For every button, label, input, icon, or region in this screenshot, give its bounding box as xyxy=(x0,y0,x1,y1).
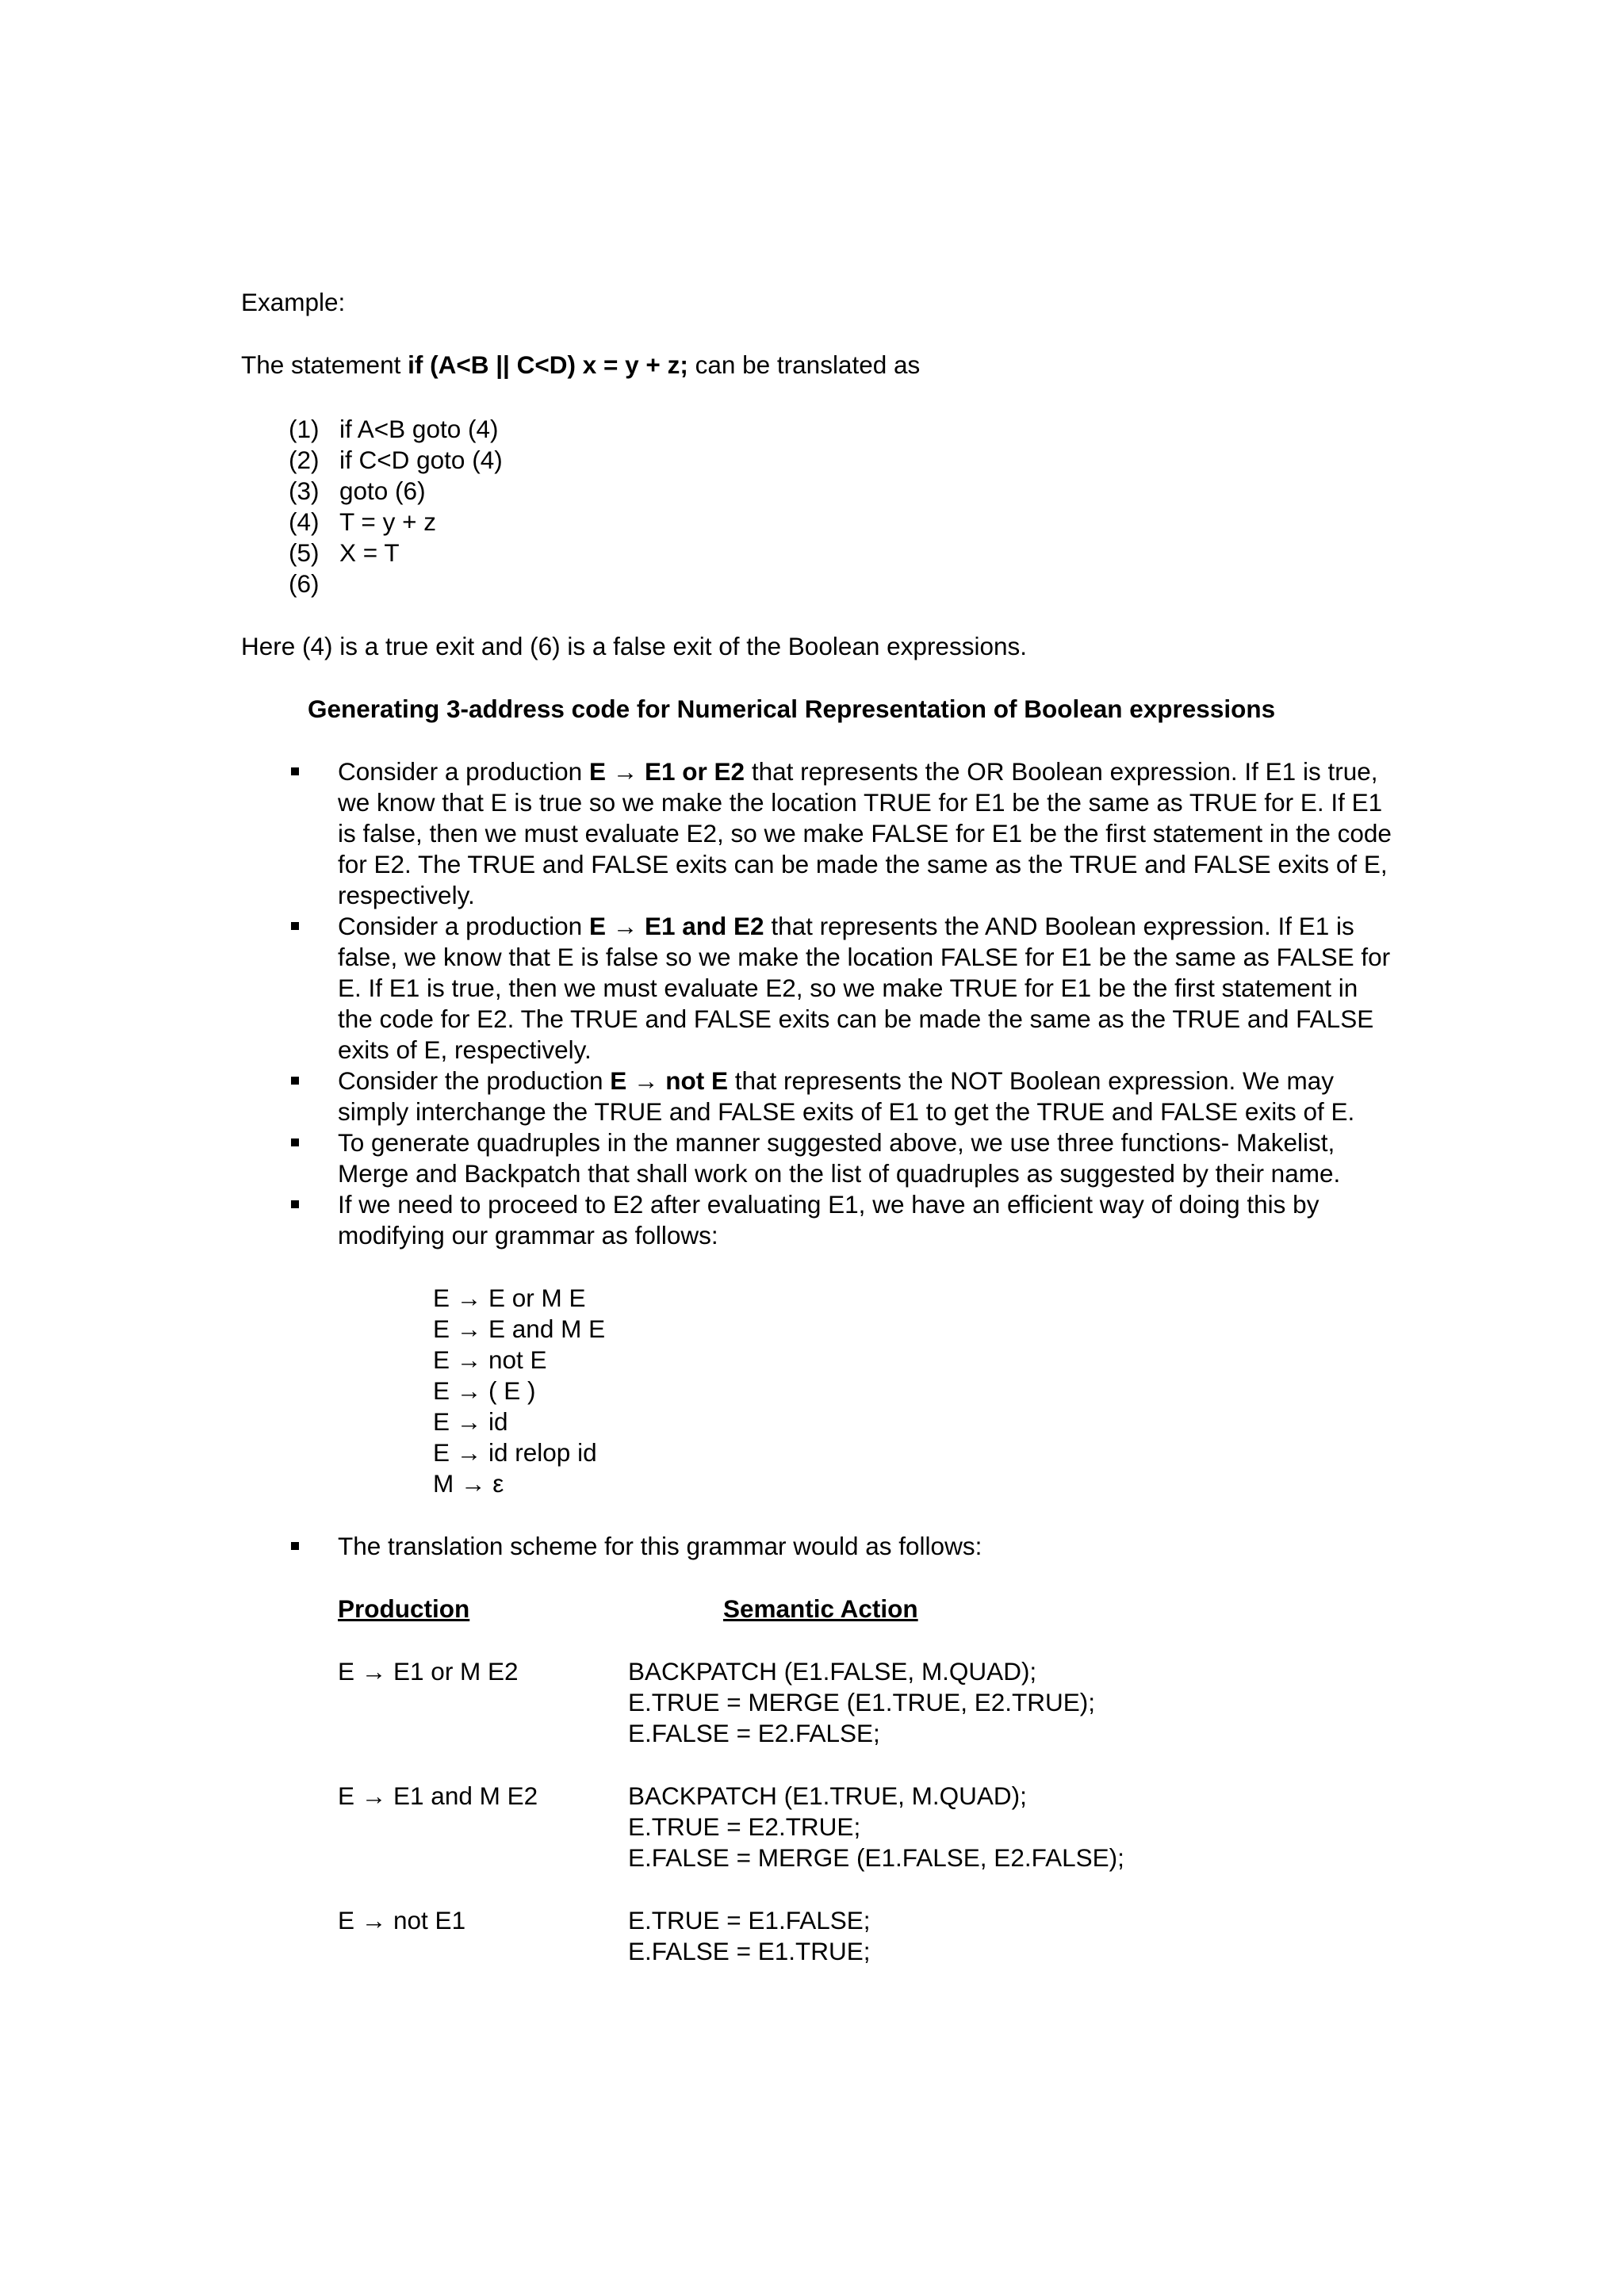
three-address-list xyxy=(289,414,1399,599)
production-rhs: E1 or E2 xyxy=(645,757,745,786)
table-row xyxy=(338,1905,1399,1967)
statement-code: if (A<B || C<D) x = y + z; xyxy=(408,350,688,379)
step-row xyxy=(289,445,1399,476)
table-header xyxy=(338,1594,1399,1624)
step-text: X = T xyxy=(339,538,400,567)
page-content xyxy=(241,287,1399,1967)
step-number: (2) xyxy=(289,446,320,474)
square-bullet-icon xyxy=(291,922,299,930)
bullet-text: that represents the AND Boolean expression. If E1 is false, we know that E is false so we make the location FALSE for E1 be the same as FALSE for E. If E1 is true, then we must evaluate E2, so we make TRUE for E1 be the first statement in the code for E2. The TRUE and FALSE exits can be made the same as the TRUE and FALSE exits of E, respectively. xyxy=(338,912,1391,1064)
grammar-rule: E → ( E ) xyxy=(433,1376,536,1405)
exit-note: Here (4) is a true exit and (6) is a false exit of the Boolean expressions. xyxy=(241,632,1027,660)
bullet-grammar-intro xyxy=(241,1189,1399,1251)
square-bullet-icon xyxy=(291,1138,299,1146)
action-line: BACKPATCH (E1.FALSE, M.QUAD); xyxy=(628,1657,1037,1686)
square-bullet-icon xyxy=(291,767,299,775)
grammar-rule: E → E and M E xyxy=(433,1314,606,1343)
bullet-or-production xyxy=(241,756,1399,911)
grammar-rule: E → id relop id xyxy=(433,1438,597,1467)
arrow-icon: → xyxy=(612,757,638,786)
bullet-not-production xyxy=(241,1066,1399,1127)
action-line: E.FALSE = MERGE (E1.FALSE, E2.FALSE); xyxy=(628,1843,1124,1872)
production-rhs: not E xyxy=(665,1066,729,1095)
semantic-action-cell xyxy=(628,1656,1095,1749)
bullet-text: that represents the OR Boolean expression. If E1 is true, we know that E is true so we make the location TRUE for E1 be the same as TRUE for E. If E1 is false, then we must evaluate E2, so we make FALSE for E1 be the first statement in the code for E2. The TRUE and FALSE exits can be made the same as the TRUE and FALSE exits of E, respectively. xyxy=(338,757,1392,909)
action-line: E.TRUE = E2.TRUE; xyxy=(628,1812,861,1841)
bullet-text: To generate quadruples in the manner suggested above, we use three functions- Makelist, Merge and Backpatch that shall work on the list of quadruples as suggested by their name. xyxy=(338,1128,1341,1188)
bullet-text: that represents the NOT Boolean expression. We may simply interchange the TRUE and FALSE exits of E1 to get the TRUE and FALSE exits of E. xyxy=(338,1066,1355,1126)
bullet-list-2 xyxy=(241,1531,1399,1562)
statement-prefix: The statement xyxy=(241,350,408,379)
grammar-rule: E → E or M E xyxy=(433,1284,586,1312)
production-lhs: E xyxy=(588,757,606,786)
action-line: E.TRUE = MERGE (E1.TRUE, E2.TRUE); xyxy=(628,1688,1095,1716)
header-production: Production xyxy=(338,1594,470,1623)
step-text: goto (6) xyxy=(339,476,426,505)
translation-scheme-table xyxy=(338,1594,1399,1967)
semantic-action-cell xyxy=(628,1781,1124,1873)
bullet-text: Consider the production xyxy=(338,1066,611,1095)
step-text: T = y + z xyxy=(339,507,436,536)
bullet-text: Consider a production xyxy=(338,912,589,940)
bullet-and-production xyxy=(241,911,1399,1066)
square-bullet-icon xyxy=(291,1077,299,1085)
step-row xyxy=(289,476,1399,507)
production-lhs: E xyxy=(610,1066,627,1095)
square-bullet-icon xyxy=(291,1200,299,1208)
action-line: E.TRUE = E1.FALSE; xyxy=(628,1906,871,1934)
arrow-icon: → xyxy=(634,1066,659,1095)
step-row xyxy=(289,507,1399,538)
grammar-rule: M → ε xyxy=(433,1469,504,1498)
step-number: (3) xyxy=(289,476,320,505)
action-line: BACKPATCH (E1.TRUE, M.QUAD); xyxy=(628,1781,1027,1810)
production-lhs: E xyxy=(588,912,606,940)
step-text: if A<B goto (4) xyxy=(339,415,499,443)
table-row xyxy=(338,1656,1399,1749)
table-row xyxy=(338,1781,1399,1873)
section-heading: Generating 3-address code for Numerical Representation of Boolean expressions xyxy=(308,695,1276,723)
production-cell: E → E1 and M E2 xyxy=(338,1781,538,1810)
statement-suffix: can be translated as xyxy=(688,350,921,379)
action-line: E.FALSE = E1.TRUE; xyxy=(628,1937,871,1965)
step-number: (1) xyxy=(289,415,320,443)
bullet-text: If we need to proceed to E2 after evaluating E1, we have an efficient way of doing this by modifying our grammar as follows: xyxy=(338,1190,1320,1249)
arrow-icon: → xyxy=(612,912,638,940)
action-line: E.FALSE = E2.FALSE; xyxy=(628,1719,880,1747)
square-bullet-icon xyxy=(291,1542,299,1550)
bullet-translation-scheme xyxy=(241,1531,1399,1562)
production-rhs: E1 and E2 xyxy=(645,912,764,940)
step-row xyxy=(289,568,1399,599)
grammar-rule: E → not E xyxy=(433,1345,547,1374)
step-row xyxy=(289,414,1399,445)
production-cell: E → not E1 xyxy=(338,1906,466,1934)
semantic-action-cell xyxy=(628,1905,871,1967)
step-number: (4) xyxy=(289,507,320,536)
step-number: (5) xyxy=(289,538,320,567)
production-cell: E → E1 or M E2 xyxy=(338,1657,519,1686)
bullet-text: Consider a production xyxy=(338,757,589,786)
bullet-list xyxy=(241,756,1399,1251)
step-number: (6) xyxy=(289,569,320,598)
bullet-quadruples xyxy=(241,1127,1399,1189)
header-semantic-action: Semantic Action xyxy=(723,1594,918,1623)
bullet-text: The translation scheme for this grammar would as follows: xyxy=(338,1532,982,1560)
grammar-rule: E → id xyxy=(433,1407,508,1436)
grammar-rules xyxy=(433,1283,1399,1499)
step-row xyxy=(289,538,1399,568)
example-label: Example: xyxy=(241,288,346,316)
step-text: if C<D goto (4) xyxy=(339,446,503,474)
statement-line xyxy=(241,350,1399,381)
